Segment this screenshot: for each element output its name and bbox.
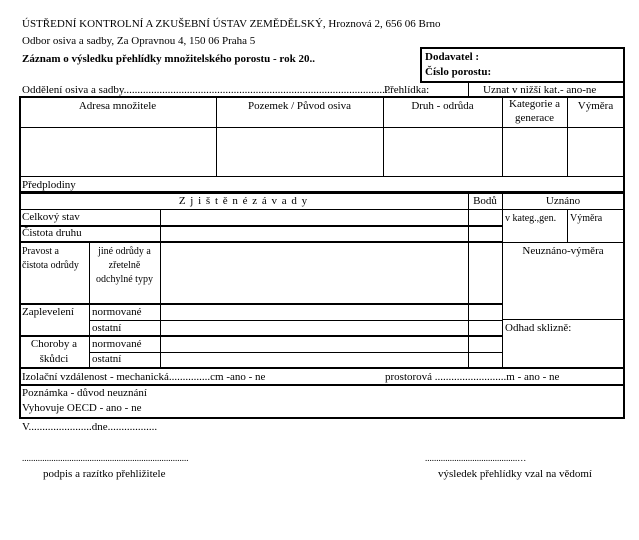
isolation-mechanical: Izolační vzdálenost - mechanická...............cm -ano - ne: [22, 371, 266, 383]
approved-bottom-divider: [502, 242, 625, 243]
weeds-regulated-label: normované: [92, 306, 142, 318]
label-col-divider: [160, 209, 161, 368]
form-title: Záznam o výsledku přehlídky množitelského porostu - rok 20..: [22, 53, 315, 65]
row-line-diseases-mid: [89, 352, 502, 353]
points-col-left: [468, 194, 469, 368]
defects-section-title: Z j i š t ě n é z á v a d y: [178, 195, 309, 207]
institution-name: ÚSTŘEDNÍ KONTROLNÍ A ZKUŠEBNÍ ÚSTAV ZEMĚDĚLSKÝ, Hroznová 2, 656 06 Brno: [22, 18, 441, 30]
variety-purity-label-1: Pravost a: [22, 246, 59, 257]
row-line-diseases: [19, 367, 625, 369]
department-line: Oddělení osiva a sadby.................................................................................................: [22, 84, 391, 96]
other-varieties-label-3: odchylné typy: [96, 274, 153, 285]
row-line-purity: [19, 241, 502, 243]
main-table-row-divider: [19, 176, 625, 177]
species-purity-label: Čistota druhu: [22, 227, 82, 239]
info-row-divider: [468, 82, 469, 97]
points-label: Bodů: [473, 195, 497, 207]
approved-category-label: v kateg.,gen.: [505, 213, 557, 224]
weeds-other-label: ostatní: [92, 322, 122, 334]
other-varieties-label-2: zřetelně: [108, 260, 141, 271]
overall-state-label: Celkový stav: [22, 211, 80, 223]
approved-label: Uznáno: [545, 195, 581, 207]
diseases-label-2: škůdci: [39, 353, 69, 365]
approved-col-left: [502, 194, 503, 368]
oecd-label: Vyhovuje OECD - ano - ne: [22, 402, 142, 414]
info-row-right-border: [623, 82, 625, 97]
col-header-species: Druh - odrůda: [411, 100, 474, 112]
inspector-signature-label: podpis a razítko přehližitele: [43, 468, 166, 480]
acknowledged-signature-line: .........................................…: [425, 453, 527, 463]
main-table-header-divider: [19, 127, 625, 128]
defects-header-divider: [19, 209, 625, 210]
diseases-label-1: Choroby a: [30, 338, 78, 350]
row-line-variety: [19, 303, 502, 305]
stand-number-label: Číslo porostu:: [425, 66, 492, 78]
weeds-label: Zaplevelení: [22, 306, 74, 318]
approved-area-label: Výměra: [570, 213, 603, 224]
col-header-field: Pozemek / Původ osiva: [248, 100, 351, 112]
inspector-signature-line: ..........................................................................: [22, 453, 189, 463]
inspection-label: Přehlídka:: [384, 84, 430, 96]
acknowledged-signature-label: výsledek přehlídky vzal na vědomí: [438, 468, 592, 480]
rejection-reason-label: Poznámka - důvod neuznání: [22, 387, 147, 399]
department-address: Odbor osiva a sadby, Za Opravnou 4, 150 06 Praha 5: [22, 35, 256, 47]
supplier-label: Dodavatel :: [425, 51, 480, 63]
lower-category-label: Uznat v nižší kat.- ano-ne: [483, 84, 597, 96]
previous-crops-label: Předplodiny: [22, 179, 76, 191]
approved-sub-divider: [567, 209, 568, 242]
variety-purity-label-2: čistota odrůdy: [22, 260, 79, 271]
harvest-estimate-label: Odhad sklizně:: [505, 322, 572, 334]
col-header-category: Kategorie a generace: [509, 98, 560, 124]
col-header-area: Výměra: [577, 100, 614, 112]
row-line-overall: [19, 225, 502, 227]
diseases-regulated-label: normované: [92, 338, 142, 350]
col-header-address: Adresa množitele: [78, 100, 157, 112]
place-date-line: V.......................dne..................: [22, 421, 158, 433]
isolation-spatial: prostorová ..........................m - ano - ne: [385, 371, 560, 383]
diseases-other-label: ostatní: [92, 353, 122, 365]
not-approved-label: Neuznáno-výměra: [522, 245, 604, 257]
row-line-weeds-mid: [89, 320, 502, 321]
not-approved-bottom-divider: [502, 319, 625, 320]
row-line-weeds: [19, 335, 502, 337]
other-varieties-label-1: jiné odrůdy a: [98, 246, 151, 257]
